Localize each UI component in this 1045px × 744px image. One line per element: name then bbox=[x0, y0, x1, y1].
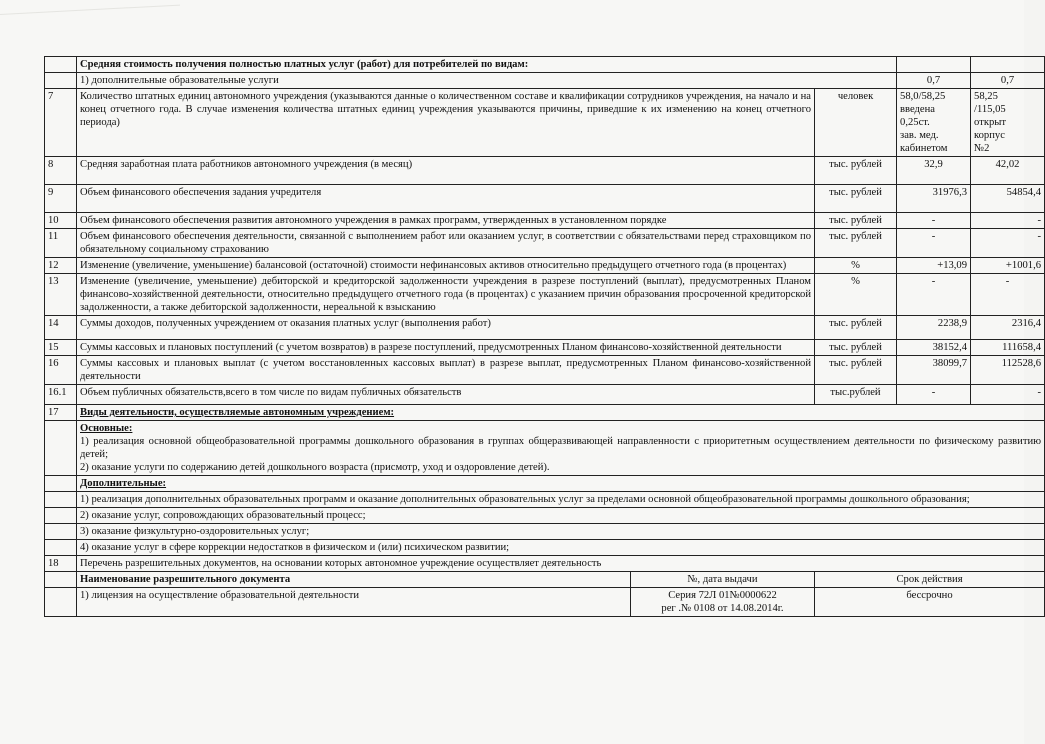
table-row bbox=[45, 405, 1045, 421]
row-number: 7 bbox=[45, 89, 77, 157]
table-row bbox=[45, 356, 1045, 385]
row-text: Количество штатных единиц автономного учреждения (указываются данные о количественном составе и квалификации сотрудников учреждения, на начало и на конец отчетного года. В случае изменения количества штатных единиц учреждения указываются причины, приведшие к их изменению на конец отчетного периода) bbox=[77, 89, 815, 157]
row-number: 16.1 bbox=[45, 385, 77, 405]
value-cell-1: - bbox=[897, 385, 971, 405]
unit-cell: тыс. рублей bbox=[815, 340, 897, 356]
row-number: 12 bbox=[45, 258, 77, 274]
main-activities bbox=[77, 421, 1045, 476]
value-line: открыт bbox=[974, 117, 1007, 128]
row-number: 14 bbox=[45, 316, 77, 340]
row-number: 9 bbox=[45, 185, 77, 213]
value-line: /115,05 bbox=[974, 104, 1006, 115]
table-row bbox=[45, 492, 1045, 508]
value-cell-1: 38152,4 bbox=[897, 340, 971, 356]
row-number: 10 bbox=[45, 213, 77, 229]
row-text: Объем финансового обеспечения задания учредителя bbox=[77, 185, 815, 213]
value-cell-1: 2238,9 bbox=[897, 316, 971, 340]
row-text: Изменение (увеличение, уменьшение) балансовой (остаточной) стоимости нефинансовых активов относительно предыдущего отчетного года (в процентах) bbox=[77, 258, 815, 274]
unit-cell: тыс. рублей bbox=[815, 185, 897, 213]
license-name: 1) лицензия на осуществление образовательной деятельности bbox=[77, 588, 631, 617]
main-heading: Основные: bbox=[80, 423, 133, 434]
table-row bbox=[45, 340, 1045, 356]
value-cell-1: 32,9 bbox=[897, 157, 971, 185]
row-number-cell bbox=[45, 476, 77, 492]
section-title: Перечень разрешительных документов, на основании которых автономное учреждение осуществляет деятельность bbox=[77, 556, 1045, 572]
unit-cell: % bbox=[815, 258, 897, 274]
value-line: зав. мед. bbox=[900, 130, 939, 141]
table-row bbox=[45, 421, 1045, 476]
value-line: 58,0/58,25 bbox=[900, 91, 946, 102]
value-cell-2: - bbox=[971, 213, 1045, 229]
extra-activity-item: 2) оказание услуг, сопровождающих образовательный процесс; bbox=[77, 508, 1045, 524]
table-row bbox=[45, 556, 1045, 572]
table-row bbox=[45, 316, 1045, 340]
extra-activity-item: 1) реализация дополнительных образовательных программ и оказание дополнительных образовательных услуг за пределами основной общеобразовательной программы дошкольного образования; bbox=[77, 492, 1045, 508]
row-text: Объем финансового обеспечения деятельности, связанной с выполнением работ или оказанием услуг, в соответствии с обязательствами перед страховщиком по обязательному социальному страхованию bbox=[77, 229, 815, 258]
page-fold-mark bbox=[0, 0, 180, 15]
value-cell-2: 54854,4 bbox=[971, 185, 1045, 213]
unit-cell: тыс. рублей bbox=[815, 316, 897, 340]
value-cell-1: 0,7 bbox=[897, 73, 971, 89]
row-number-cell bbox=[45, 524, 77, 540]
row-number: 18 bbox=[45, 556, 77, 572]
column-header-num: №, дата выдачи bbox=[631, 572, 815, 588]
value-line: 58,25 bbox=[974, 91, 998, 102]
value-cell-2: 0,7 bbox=[971, 73, 1045, 89]
row-text: Суммы доходов, полученных учреждением от оказания платных услуг (выполнения работ) bbox=[77, 316, 815, 340]
table-row bbox=[45, 476, 1045, 492]
table-row bbox=[45, 213, 1045, 229]
table-row bbox=[45, 385, 1045, 405]
activity-item: 1) реализация основной общеобразовательной программы дошкольного образования в группах общеразвивающей направленности с приоритетным осуществлением деятельности по физическому развитию детей; bbox=[80, 436, 1042, 460]
table-row bbox=[45, 588, 1045, 617]
unit-cell: человек bbox=[815, 89, 897, 157]
table-row bbox=[45, 572, 1045, 588]
table-row bbox=[45, 157, 1045, 185]
extra-activity-item: 3) оказание физкультурно-оздоровительных услуг; bbox=[77, 524, 1045, 540]
row-text: Объем финансового обеспечения развития автономного учреждения в рамках программ, утвержденных в установленном порядке bbox=[77, 213, 815, 229]
value-cell-1: 38099,7 bbox=[897, 356, 971, 385]
row-number: 13 bbox=[45, 274, 77, 316]
table-row bbox=[45, 73, 1045, 89]
value-cell-1: - bbox=[897, 229, 971, 258]
value-cell-1: +13,09 bbox=[897, 258, 971, 274]
unit-cell: тыс. рублей bbox=[815, 356, 897, 385]
row-number-cell bbox=[45, 572, 77, 588]
value-cell-2: 42,02 bbox=[971, 157, 1045, 185]
table-row bbox=[45, 540, 1045, 556]
row-number: 16 bbox=[45, 356, 77, 385]
table-row bbox=[45, 274, 1045, 316]
row-text: Средняя заработная плата работников автономного учреждения (в месяц) bbox=[77, 157, 815, 185]
row-text: Изменение (увеличение, уменьшение) дебиторской и кредиторской задолженности учреждения в разрезе поступлений (выплат), предусмотренных Планом финансово-хозяйственной деятельности, относительно предыдущего отчетного года (в процентах) с указанием причин образования просроченной кредиторской задолженности, а также дебиторской задолженности, нереальной к взысканию bbox=[77, 274, 815, 316]
row-number-cell bbox=[45, 57, 77, 73]
table-row bbox=[45, 508, 1045, 524]
row-text: Суммы кассовых и плановых выплат (с учетом восстановленных кассовых выплат) в разрезе выплат, предусмотренных Планом финансово-хозяйственной деятельности bbox=[77, 356, 815, 385]
extra-heading: Дополнительные: bbox=[77, 476, 1045, 492]
row-text: Суммы кассовых и плановых поступлений (с учетом возвратов) в разрезе поступлений, предусмотренных Планом финансово-хозяйственной деятельности bbox=[77, 340, 815, 356]
value-cell-1 bbox=[897, 89, 971, 157]
value-cell-2 bbox=[971, 89, 1045, 157]
value-line: кабинетом bbox=[900, 143, 948, 154]
value-cell-2: +1001,6 bbox=[971, 258, 1045, 274]
section-header: Средняя стоимость получения полностью платных услуг (работ) для потребителей по видам: bbox=[77, 57, 897, 73]
license-number bbox=[631, 588, 815, 617]
table-row bbox=[45, 524, 1045, 540]
value-line: корпус bbox=[974, 130, 1005, 141]
value-line: введена bbox=[900, 104, 935, 115]
value-cell-1: - bbox=[897, 274, 971, 316]
row-number: 11 bbox=[45, 229, 77, 258]
value-cell-2 bbox=[971, 57, 1045, 73]
row-number-cell bbox=[45, 421, 77, 476]
row-number: 8 bbox=[45, 157, 77, 185]
license-registration: рег .№ 0108 от 14.08.2014г. bbox=[661, 603, 784, 614]
row-label: 1) дополнительные образовательные услуги bbox=[77, 73, 897, 89]
section-title: Виды деятельности, осуществляемые автономным учреждением: bbox=[77, 405, 1045, 421]
table-row bbox=[45, 258, 1045, 274]
row-number-cell bbox=[45, 508, 77, 524]
unit-cell: % bbox=[815, 274, 897, 316]
row-number-cell bbox=[45, 73, 77, 89]
value-cell-2: 2316,4 bbox=[971, 316, 1045, 340]
table-row bbox=[45, 89, 1045, 157]
value-cell-2: - bbox=[971, 229, 1045, 258]
row-number: 15 bbox=[45, 340, 77, 356]
column-header-doc: Наименование разрешительного документа bbox=[77, 572, 631, 588]
value-cell-2: - bbox=[971, 274, 1045, 316]
value-cell-2: 111658,4 bbox=[971, 340, 1045, 356]
value-line: №2 bbox=[974, 143, 990, 154]
table-row bbox=[45, 57, 1045, 73]
unit-cell: тыс. рублей bbox=[815, 213, 897, 229]
table-row bbox=[45, 185, 1045, 213]
report-table bbox=[44, 56, 1045, 617]
column-header-term: Срок действия bbox=[815, 572, 1045, 588]
unit-cell: тыс.рублей bbox=[815, 385, 897, 405]
value-line: 0,25ст. bbox=[900, 117, 930, 128]
activity-item: 2) оказание услуги по содержанию детей дошкольного возраста (присмотр, уход и оздоровление детей). bbox=[80, 462, 550, 473]
table-row bbox=[45, 229, 1045, 258]
row-number-cell bbox=[45, 492, 77, 508]
license-series: Серия 72Л 01№0000622 bbox=[668, 590, 777, 601]
row-number-cell bbox=[45, 540, 77, 556]
value-cell-1: 31976,3 bbox=[897, 185, 971, 213]
value-cell-2: 112528,6 bbox=[971, 356, 1045, 385]
unit-cell: тыс. рублей bbox=[815, 229, 897, 258]
row-number: 17 bbox=[45, 405, 77, 421]
value-cell-1: - bbox=[897, 213, 971, 229]
value-cell-1 bbox=[897, 57, 971, 73]
value-cell-2: - bbox=[971, 385, 1045, 405]
extra-activity-item: 4) оказание услуг в сфере коррекции недостатков в физическом и (или) психическом развитии; bbox=[77, 540, 1045, 556]
row-number-cell bbox=[45, 588, 77, 617]
unit-cell: тыс. рублей bbox=[815, 157, 897, 185]
license-term: бессрочно bbox=[815, 588, 1045, 617]
row-text: Объем публичных обязательств,всего в том числе по видам публичных обязательств bbox=[77, 385, 815, 405]
